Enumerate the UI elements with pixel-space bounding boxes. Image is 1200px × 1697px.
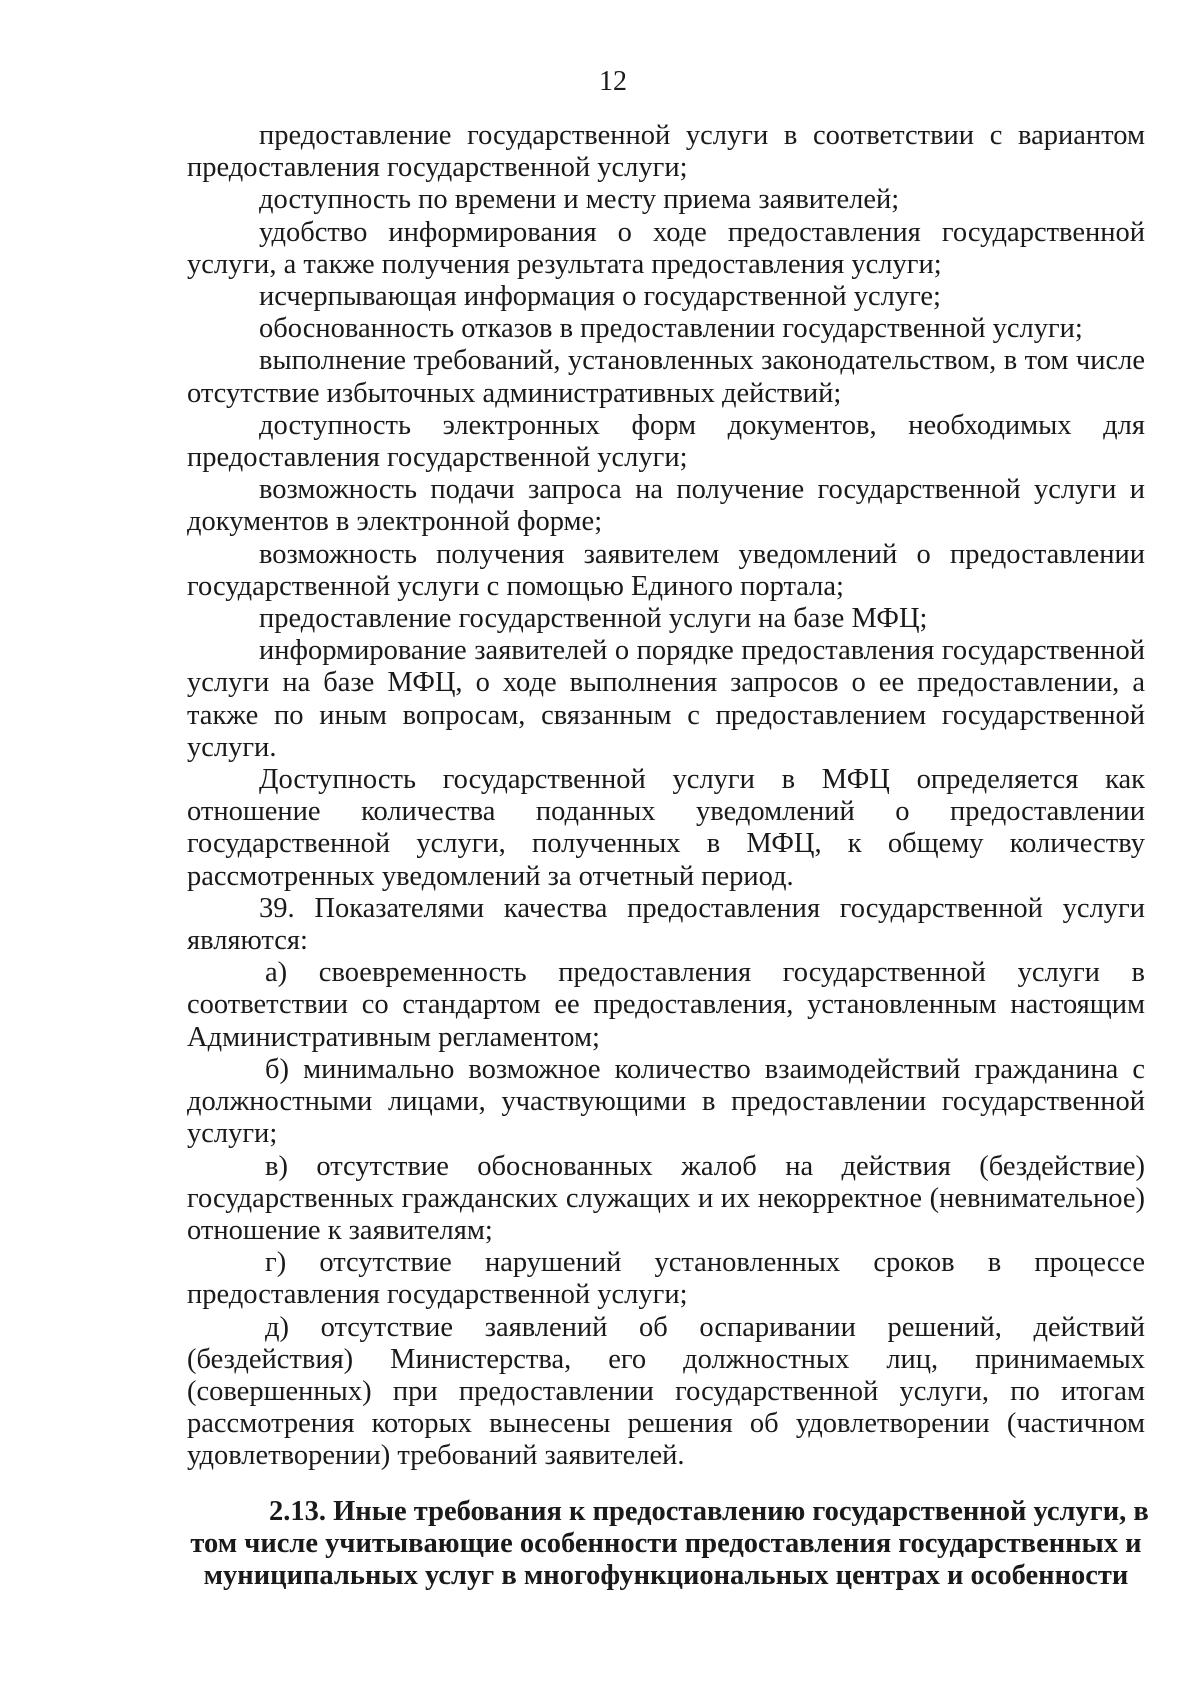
list-item: д) отсутствие заявлений об оспаривании решений, действий (бездействия) Министерства, его должностных лиц, принимаемых (совершенных) при предоставлении государственной услуги, по итогам рассмотрения которых вынесены решения об удовлетворении (частичном удовлетворении) требований заявителей. (187, 1311, 1145, 1472)
paragraph: выполнение требований, установленных законодательством, в том числе отсутствие избыточных административных действий; (187, 345, 1145, 409)
list-item: б) минимально возможное количество взаимодействий гражданина с должностными лицами, участвующими в предоставлении государственной услуги; (187, 1053, 1145, 1150)
paragraph: доступность по времени и месту приема заявителей; (259, 184, 900, 216)
section-heading-line: 2.13. Иные требования к предоставлению государственной услуги, в (269, 1496, 1149, 1527)
paragraph: возможность подачи запроса на получение государственной услуги и документов в электронной форме; (187, 474, 1145, 538)
list-item: г) отсутствие нарушений установленных сроков в процессе предоставления государственной услуги; (187, 1247, 1145, 1311)
paragraph: обоснованность отказов в предоставлении государственной услуги; (259, 313, 1083, 345)
paragraph: доступность электронных форм документов, необходимых для предоставления государственной услуги; (187, 409, 1145, 474)
paragraph: 39. Показателями качества предоставления государственной услуги являются: (187, 892, 1145, 957)
paragraph: возможность получения заявителем уведомлений о предоставлении государственной услуги с помощью Единого портала; (187, 538, 1145, 602)
page-number: 12 (599, 66, 627, 97)
paragraph: предоставление государственной услуги в соответствии с вариантом предоставления государственной услуги; (187, 120, 1145, 184)
paragraph: предоставление государственной услуги на базе МФЦ; (259, 603, 928, 635)
list-item: а) своевременность предоставления государственной услуги в соответствии со стандартом ее предоставления, установленным настоящим Административным регламентом; (187, 957, 1145, 1053)
section-heading (187, 1496, 1149, 1592)
paragraph: исчерпывающая информация о государственной услуге; (259, 281, 941, 313)
paragraph: Доступность государственной услуги в МФЦ определяется как отношение количества поданных уведомлений о предоставлении государственной услуги, полученных в МФЦ, к общему количеству рассмотренных уведомлений за отчетный период. (187, 764, 1145, 892)
paragraph: удобство информирования о ходе предоставления государственной услуги, а также получения результата предоставления услуги; (187, 216, 1145, 280)
section-heading-line: том числе учитывающие особенности предоставления государственных и (190, 1528, 1142, 1559)
list-item: в) отсутствие обоснованных жалоб на действия (бездействие) государственных гражданских служащих и их некорректное (невнимательное) отношение к заявителям; (187, 1150, 1145, 1246)
paragraph: информирование заявителей о порядке предоставления государственной услуги на базе МФЦ, о ходе выполнения запросов о ее предоставлении, а также по иным вопросам, связанным с предоставлением государственной услуги. (187, 635, 1145, 763)
section-heading-line: муниципальных услуг в многофункциональных центрах и особенности (203, 1560, 1129, 1591)
body-text (187, 120, 1145, 1473)
